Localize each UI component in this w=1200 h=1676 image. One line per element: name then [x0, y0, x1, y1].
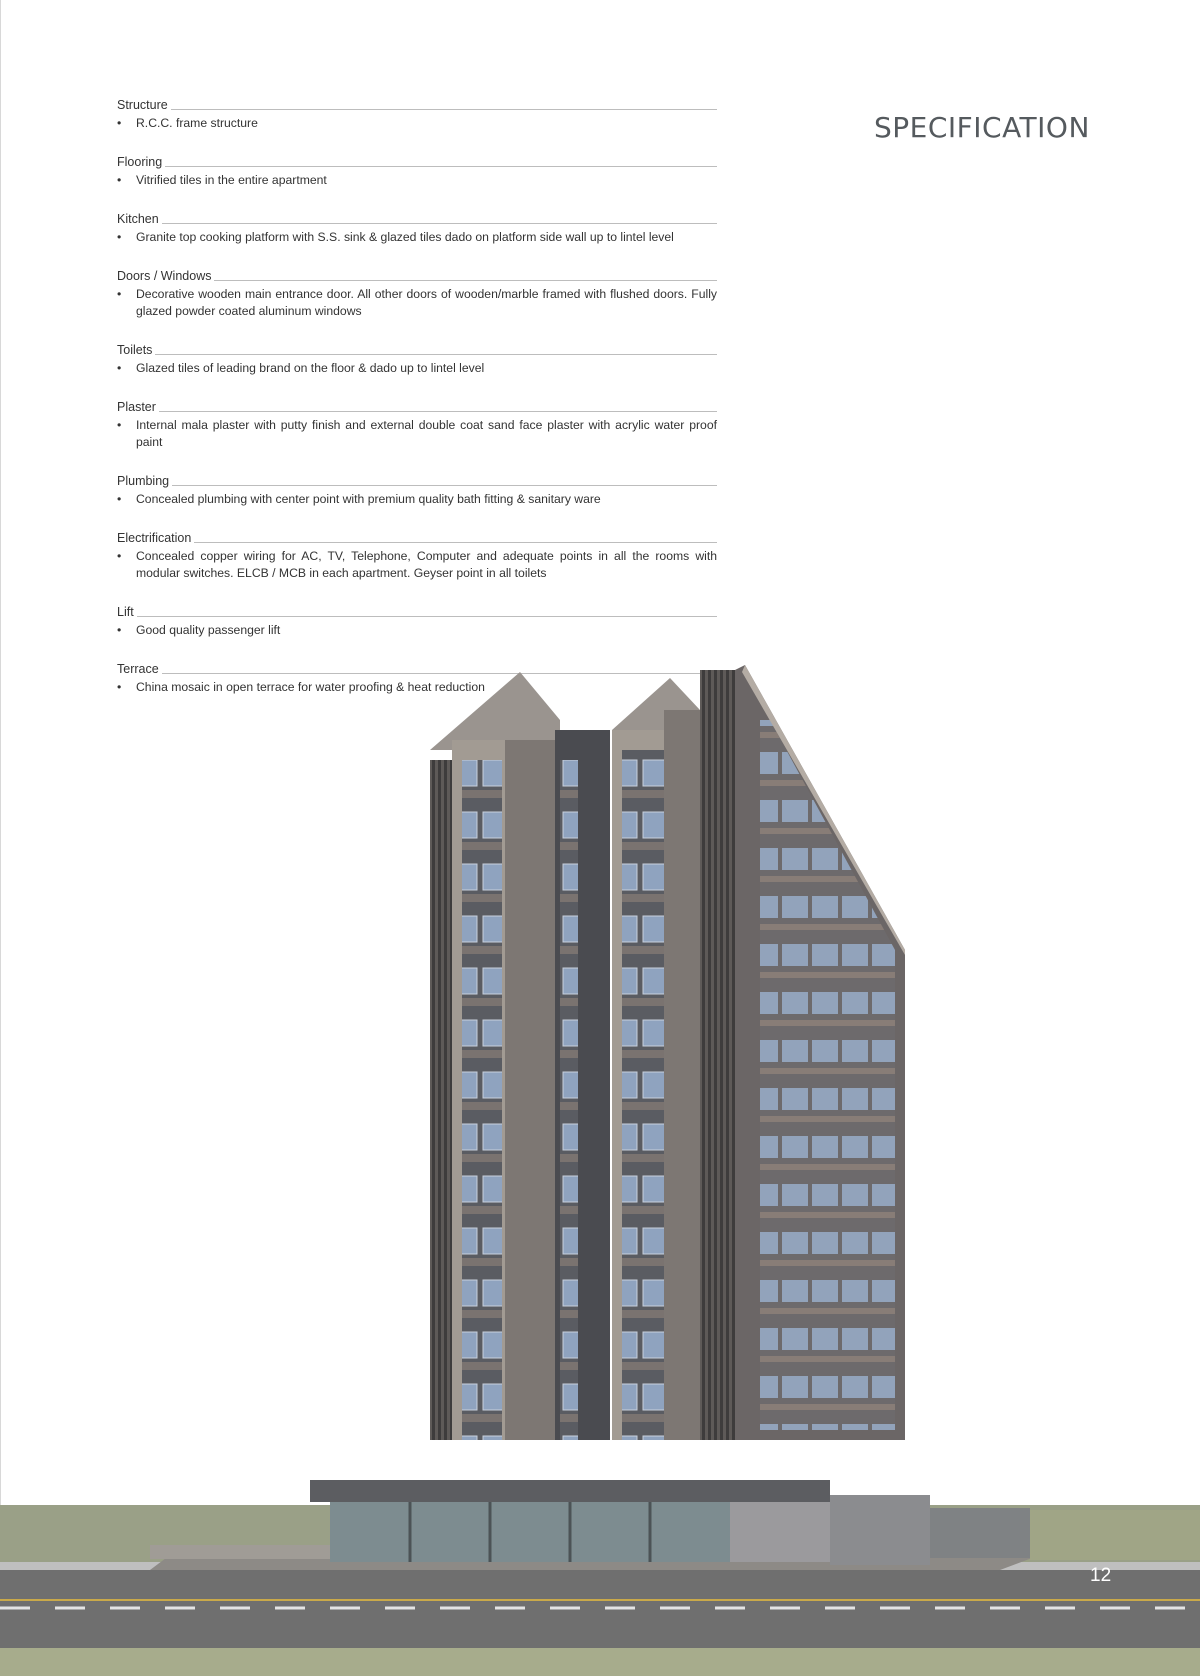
spec-toilets [117, 343, 717, 377]
page-title: SPECIFICATION [874, 110, 1090, 144]
spec-heading: Terrace [117, 662, 159, 676]
left-tower-column [505, 740, 555, 1440]
spec-heading: Kitchen [117, 212, 159, 226]
ramp-wall [830, 1495, 930, 1565]
spec-electrification [117, 531, 717, 582]
podium-canopy [310, 1480, 830, 1502]
spec-flooring [117, 155, 717, 189]
spec-heading: Plumbing [117, 474, 170, 488]
spec-heading: Electrification [117, 531, 192, 545]
spec-doors-windows [117, 269, 717, 320]
spec-kitchen [117, 212, 717, 246]
left-tower-windows [462, 760, 502, 1440]
spec-item: • Concealed plumbing with center point with premium quality bath fitting & sanitary ware [117, 491, 717, 508]
spec-item: • Internal mala plaster with putty finish and external double coat sand face plaster with acrylic water proof paint [117, 417, 717, 451]
spec-plaster [117, 400, 717, 451]
spec-heading: Toilets [117, 343, 153, 357]
divider [155, 354, 717, 355]
spec-lift [117, 605, 717, 639]
podium-glass [330, 1502, 730, 1562]
spec-item: • Glazed tiles of leading brand on the floor & dado up to lintel level [117, 360, 717, 377]
spec-heading: Plaster [117, 400, 156, 414]
spec-heading: Doors / Windows [117, 269, 212, 283]
divider [171, 109, 717, 110]
right-tower-windows [622, 750, 664, 1440]
spec-item: • China mosaic in open terrace for water proofing & heat reduction [117, 679, 717, 696]
divider [165, 166, 717, 167]
divider [214, 280, 717, 281]
left-tower-top [430, 672, 560, 750]
boundary-wall [930, 1508, 1030, 1558]
divider [159, 411, 717, 412]
divider [172, 485, 717, 486]
spec-heading: Structure [117, 98, 168, 112]
right-tower-side-windows [760, 720, 895, 1430]
podium-side [730, 1502, 830, 1562]
right-tower-column [664, 710, 700, 1440]
spec-item: • R.C.C. frame structure [117, 115, 717, 132]
left-tower-louvre [430, 760, 452, 1440]
divider [137, 616, 717, 617]
grass-strip [0, 1648, 1200, 1676]
building-rendering [0, 650, 1200, 1676]
page-number: 12 [1090, 1565, 1112, 1586]
spec-heading: Lift [117, 605, 134, 619]
divider [162, 223, 717, 224]
spec-structure [117, 98, 717, 132]
lawn-right [1030, 1510, 1200, 1560]
spec-item: • Good quality passenger lift [117, 622, 717, 639]
divider [194, 542, 717, 543]
spec-item: • Vitrified tiles in the entire apartment [117, 172, 717, 189]
spec-item: • Decorative wooden main entrance door. All other doors of wooden/marble framed with flushed doors. Fully glazed powder coated aluminum windows [117, 286, 717, 320]
spec-plumbing [117, 474, 717, 508]
right-tower-louvre [700, 670, 735, 1440]
specification-list [117, 98, 717, 719]
spec-heading: Flooring [117, 155, 163, 169]
left-core-windows [560, 760, 578, 1440]
spec-item: • Granite top cooking platform with S.S. sink & glazed tiles dado on platform side wall up to lintel level [117, 229, 717, 246]
spec-item: • Concealed copper wiring for AC, TV, Telephone, Computer and adequate points in all the rooms with modular switches. ELCB / MCB in each apartment. Geyser point in all toilets [117, 548, 717, 582]
